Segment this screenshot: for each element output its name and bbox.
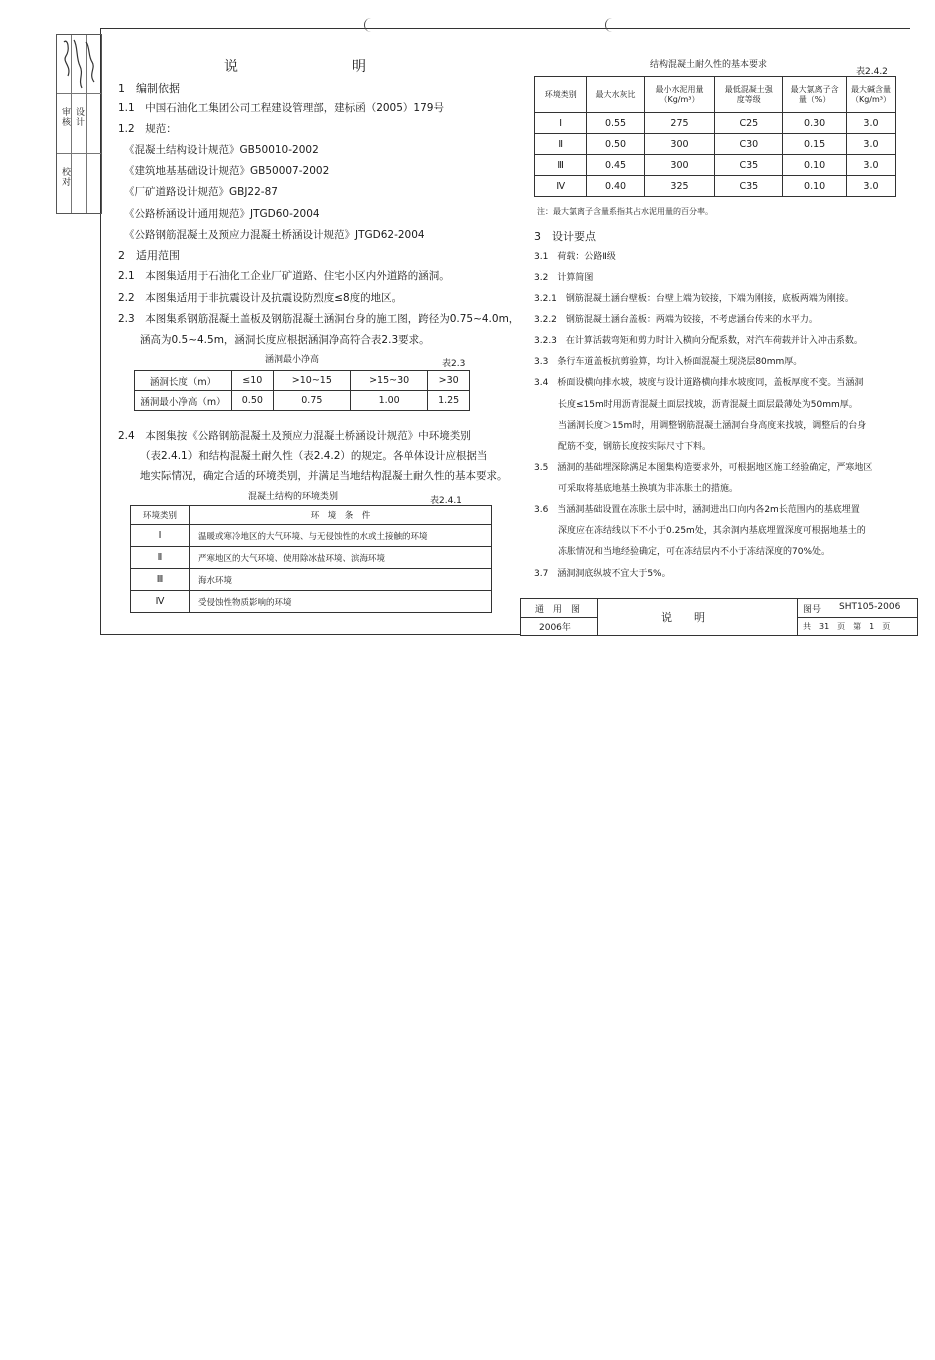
table-2-4-2-note: 注：最大氯离子含量系指其占水泥用量的百分率。 [537, 207, 713, 216]
table-2-3-caption: 涵洞最小净高 [265, 355, 320, 365]
table-2-4-1-number: 表2.4.1 [430, 496, 462, 506]
section-3-line: 长度≤15m时用沥青混凝土面层找坡，沥青混凝土面层最薄处为50mm厚。 [558, 400, 858, 410]
section-1-item: 1.1 中国石油化工集团公司工程建设管理部，建标函（2005）179号 [118, 102, 444, 114]
table-cell: 0.10 [783, 155, 847, 176]
title-block-year: 2006年 [539, 623, 571, 633]
sign-label-design: 设计 [74, 107, 84, 127]
title-block [520, 598, 918, 636]
reference-code: 《厂矿道路设计规范》GBJ22-87 [124, 186, 278, 198]
section-3-heading: 3 设计要点 [534, 230, 596, 243]
sign-label-review: 审核 [60, 107, 70, 127]
table-cell: C30 [715, 134, 783, 155]
section-3-line: 3.7 涵洞洞底纵坡不宜大于5%。 [534, 569, 671, 579]
binding-mark [364, 18, 373, 32]
reference-code: 《建筑地基基础设计规范》GB50007-2002 [124, 165, 330, 177]
section-3-line: 可采取将基底地基土换填为非冻胀土的措施。 [558, 484, 739, 494]
table-cell: 3.0 [846, 176, 895, 197]
table-cell: 1.25 [428, 391, 470, 411]
table-cell: 严寒地区的大气环境、使用除冰盐环境、滨海环境 [190, 547, 492, 569]
section-3-line: 3.2.2 钢筋混凝土涵台盖板：两端为铰接，不考虑涵台传来的水平力。 [534, 315, 818, 325]
section-1-heading: 1 编制依据 [118, 82, 180, 95]
table-header-cell: 最大水灰比 [587, 77, 644, 113]
table-cell: 受侵蚀性物质影响的环境 [190, 591, 492, 613]
section-2-item: 2.1 本图集适用于石油化工企业厂矿道路、住宅小区内外道路的涵洞。 [118, 270, 450, 282]
title-block-no-value: SHT105-2006 [839, 602, 901, 612]
table-header-cell: 最低混凝土强度等级 [715, 77, 783, 113]
section-2-4-line: 2.4 本图集按《公路钢筋混凝土及预应力混凝土桥涵设计规范》中环境类别 [118, 430, 471, 442]
table-2-4-2-caption: 结构混凝土耐久性的基本要求 [650, 60, 768, 70]
title-block-sheet-info: 共 31 页 第 1 页 [803, 622, 891, 631]
frame-top-border [100, 28, 910, 29]
table-header-cell: 环 境 条 件 [190, 506, 492, 525]
section-3-line: 3.2 计算简图 [534, 273, 594, 283]
table-cell: 0.45 [587, 155, 644, 176]
table-cell: 0.50 [587, 134, 644, 155]
table-cell: Ⅲ [131, 569, 190, 591]
table-cell: 0.55 [587, 113, 644, 134]
section-3-line: 3.6 当涵洞基础设置在冻胀土层中时，涵洞进出口向内各2m长范围内的基底埋置 [534, 505, 860, 515]
section-2-item: 2.2 本图集适用于非抗震设计及抗震设防烈度≤8度的地区。 [118, 292, 403, 304]
section-3-line: 冻胀情况和当地经验确定，可在冻结层内不小于冻结深度的70%处。 [558, 547, 831, 557]
table-cell: 0.40 [587, 176, 644, 197]
table-cell: 0.10 [783, 176, 847, 197]
table-cell: 275 [644, 113, 715, 134]
table-2-4-2-number: 表2.4.2 [856, 67, 888, 77]
section-3-line: 深度应在冻结线以下不小于0.25m处，其余洞内基底埋置深度可根据地基土的 [558, 526, 866, 536]
table-2-3 [134, 370, 470, 411]
table-cell: C35 [715, 176, 783, 197]
table-cell: Ⅱ [131, 547, 190, 569]
section-3-line: 3.4 桥面设横向排水坡，坡度与设计道路横向排水坡度同，盖板厚度不变。当涵洞 [534, 378, 864, 388]
section-3-line: 3.2.1 钢筋混凝土涵台壁板：台壁上端为铰接，下端为刚接，底板两端为刚接。 [534, 294, 854, 304]
table-cell: C35 [715, 155, 783, 176]
table-cell: Ⅲ [535, 155, 587, 176]
section-2-heading: 2 适用范围 [118, 249, 180, 262]
table-cell: 海水环境 [190, 569, 492, 591]
table-cell: 3.0 [846, 113, 895, 134]
section-2-4-line: 地实际情况，确定合适的环境类别，并满足当地结构混凝土耐久性的基本要求。 [140, 470, 508, 482]
binding-mark [605, 18, 614, 32]
table-cell: 涵洞最小净高（m） [135, 391, 232, 411]
table-2-4-1-caption: 混凝土结构的环境类别 [248, 492, 339, 502]
table-cell: 0.30 [783, 113, 847, 134]
table-header-cell: 最大氯离子含量（%） [783, 77, 847, 113]
section-3-line: 当涵洞长度＞15m时，用调整钢筋混凝土涵洞台身高度来找坡，调整后的台身 [558, 421, 867, 431]
table-cell: >15~30 [350, 371, 427, 391]
page-title: 说 明 [224, 59, 416, 75]
section-3-line: 配筋不变，钢筋长度按实际尺寸下料。 [558, 442, 712, 452]
table-cell: C25 [715, 113, 783, 134]
table-cell: Ⅰ [131, 525, 190, 547]
drawing-sheet [0, 0, 935, 660]
table-2-3-number: 表2.3 [442, 359, 466, 369]
table-cell: 300 [644, 155, 715, 176]
table-cell: 涵洞长度（m） [135, 371, 232, 391]
section-3-line: 3.5 涵洞的基础埋深除满足本图集构造要求外，可根据地区施工经验确定，严寒地区 [534, 463, 873, 473]
table-header-cell: 最大碱含量（Kg/m³） [846, 77, 895, 113]
section-3-line: 3.1 荷载：公路Ⅱ级 [534, 252, 616, 262]
section-1-item: 1.2 规范： [118, 123, 177, 135]
table-cell: Ⅱ [535, 134, 587, 155]
table-2-4-2 [534, 76, 896, 197]
section-2-item: 2.3 本图集系钢筋混凝土盖板及钢筋混凝土涵洞台身的施工图，跨径为0.75~4.0m， [118, 313, 520, 325]
table-cell: 300 [644, 134, 715, 155]
table-cell: >30 [428, 371, 470, 391]
table-cell: 温暖或寒冷地区的大气环境、与无侵蚀性的水或土接触的环境 [190, 525, 492, 547]
title-block-drawing-name: 说 明 [661, 611, 705, 624]
section-2-item: 涵高为0.5~4.5m，涵洞长度应根据涵洞净高符合表2.3要求。 [140, 334, 430, 346]
table-cell: 1.00 [350, 391, 427, 411]
table-cell: ≤10 [232, 371, 274, 391]
section-2-4-line: （表2.4.1）和结构混凝土耐久性（表2.4.2）的规定。各单体设计应根据当 [140, 450, 488, 462]
sign-label-check: 校对 [60, 167, 70, 187]
table-2-4-1 [130, 505, 492, 613]
title-block-type: 通 用 图 [535, 605, 581, 615]
table-cell: 3.0 [846, 155, 895, 176]
table-cell: >10~15 [273, 371, 350, 391]
table-cell: 0.50 [232, 391, 274, 411]
section-3-line: 3.3 条行车道盖板抗剪验算，均计入桥面混凝土现浇层80mm厚。 [534, 357, 803, 367]
table-header-cell: 环境类别 [535, 77, 587, 113]
table-cell: 0.75 [273, 391, 350, 411]
title-block-no-label: 图号 [803, 605, 822, 615]
reference-code: 《公路钢筋混凝土及预应力混凝土桥涵设计规范》JTGD62-2004 [124, 229, 425, 241]
table-cell: 325 [644, 176, 715, 197]
table-cell: Ⅰ [535, 113, 587, 134]
table-header-cell: 最小水泥用量（Kg/m³） [644, 77, 715, 113]
frame-bottom-border [100, 634, 520, 635]
table-cell: 0.15 [783, 134, 847, 155]
handwritten-signature [60, 36, 98, 94]
table-header-cell: 环境类别 [131, 506, 190, 525]
table-cell: 3.0 [846, 134, 895, 155]
table-cell: Ⅳ [131, 591, 190, 613]
section-3-line: 3.2.3 在计算活载弯矩和剪力时计入横向分配系数，对汽车荷载并计入冲击系数。 [534, 336, 863, 346]
reference-code: 《公路桥涵设计通用规范》JTGD60-2004 [124, 208, 320, 220]
reference-code: 《混凝土结构设计规范》GB50010-2002 [124, 144, 319, 156]
table-cell: Ⅳ [535, 176, 587, 197]
